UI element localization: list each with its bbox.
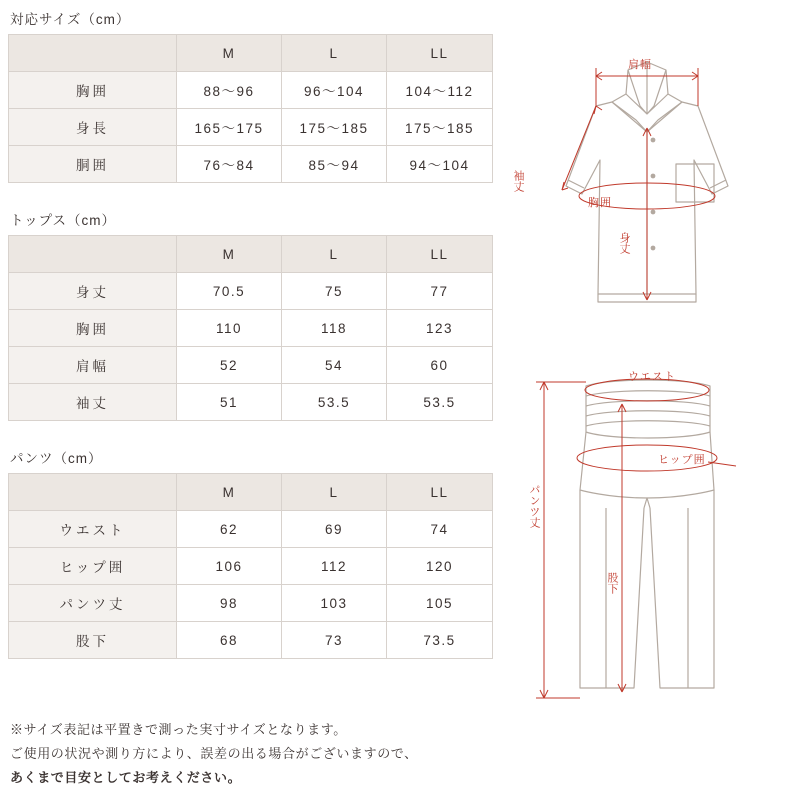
row-label: 身長 [9, 109, 177, 146]
bottom-garment-illustration [500, 358, 796, 708]
table-row [9, 511, 493, 548]
table-cell: 51 [177, 384, 282, 421]
table-header-cell: L [282, 474, 387, 511]
table-cell: 88〜96 [177, 72, 282, 109]
table-cell: 77 [387, 273, 493, 310]
table-cell: 76〜84 [177, 146, 282, 183]
row-label: 胴囲 [9, 146, 177, 183]
table-cell: 53.5 [387, 384, 493, 421]
table-row [9, 273, 493, 310]
table-header-cell: L [282, 35, 387, 72]
table-block-2 [8, 447, 496, 659]
table-row [9, 310, 493, 347]
label-chest: 胸囲 [588, 197, 612, 209]
table-cell: 75 [282, 273, 387, 310]
figures-column [500, 10, 796, 710]
table-header-row [9, 474, 493, 511]
table-row [9, 109, 493, 146]
row-label: 肩幅 [9, 347, 177, 384]
table-cell: 112 [282, 548, 387, 585]
table-cell: 70.5 [177, 273, 282, 310]
table-cell: 73 [282, 622, 387, 659]
label-sleeve-length: 袖丈 [512, 170, 524, 192]
size-table-1 [8, 235, 493, 421]
table-cell: 52 [177, 347, 282, 384]
table-cell: 94〜104 [387, 146, 493, 183]
table-row [9, 72, 493, 109]
row-label: ウエスト [9, 511, 177, 548]
table-header-cell: L [282, 236, 387, 273]
table-header-row [9, 35, 493, 72]
table-header-cell [9, 474, 177, 511]
label-inseam: 股下 [606, 572, 618, 594]
note-line-2: ご使用の状況や測り方により、誤差の出る場合がございますので、 [10, 746, 418, 762]
size-table-2 [8, 473, 493, 659]
label-shoulder-width: 肩幅 [628, 59, 652, 71]
table-cell: 98 [177, 585, 282, 622]
table-cell: 69 [282, 511, 387, 548]
table-cell: 73.5 [387, 622, 493, 659]
table-header-cell: M [177, 474, 282, 511]
table-block-1 [8, 209, 496, 421]
table-cell: 118 [282, 310, 387, 347]
table-cell: 175〜185 [387, 109, 493, 146]
table-row [9, 347, 493, 384]
label-waist: ウエスト [628, 371, 676, 383]
note-line-3: あくまで目安としてお考えください。 [10, 770, 242, 786]
table-row [9, 548, 493, 585]
table-cell: 123 [387, 310, 493, 347]
spacer [8, 183, 496, 209]
table-header-cell [9, 236, 177, 273]
table-cell: 110 [177, 310, 282, 347]
table-cell: 74 [387, 511, 493, 548]
note-line-1: ※サイズ表記は平置きで測った実寸サイズとなります。 [10, 722, 347, 737]
size-table-0 [8, 34, 493, 183]
table-cell: 96〜104 [282, 72, 387, 109]
table-row [9, 622, 493, 659]
label-pants-length: パンツ丈 [528, 484, 540, 528]
table-header-cell [9, 35, 177, 72]
table-cell: 85〜94 [282, 146, 387, 183]
table-block-0 [8, 8, 496, 183]
table-cell: 62 [177, 511, 282, 548]
table-cell: 104〜112 [387, 72, 493, 109]
table-cell: 54 [282, 347, 387, 384]
table-title-0: 対応サイズ（cm） [10, 12, 131, 27]
label-hip: ヒップ囲 [658, 454, 706, 466]
table-header-cell: LL [387, 236, 493, 273]
row-label: パンツ丈 [9, 585, 177, 622]
table-cell: 105 [387, 585, 493, 622]
row-label: 胸囲 [9, 310, 177, 347]
table-header-cell: M [177, 236, 282, 273]
table-cell: 60 [387, 347, 493, 384]
notes-block [10, 718, 550, 790]
table-header-cell: M [177, 35, 282, 72]
table-title-1: トップス（cm） [10, 213, 117, 228]
row-label: ヒップ囲 [9, 548, 177, 585]
table-header-row [9, 236, 493, 273]
table-cell: 120 [387, 548, 493, 585]
row-label: 股下 [9, 622, 177, 659]
row-label: 胸囲 [9, 72, 177, 109]
row-label: 袖丈 [9, 384, 177, 421]
table-cell: 53.5 [282, 384, 387, 421]
tables-column [8, 8, 496, 659]
table-row [9, 384, 493, 421]
table-cell: 103 [282, 585, 387, 622]
table-row [9, 585, 493, 622]
spacer [8, 421, 496, 447]
table-cell: 165〜175 [177, 109, 282, 146]
table-cell: 175〜185 [282, 109, 387, 146]
table-row [9, 146, 493, 183]
table-cell: 106 [177, 548, 282, 585]
label-body-length: 身丈 [618, 232, 630, 254]
table-header-cell: LL [387, 35, 493, 72]
table-header-cell: LL [387, 474, 493, 511]
row-label: 身丈 [9, 273, 177, 310]
table-title-2: パンツ（cm） [10, 451, 103, 466]
table-cell: 68 [177, 622, 282, 659]
